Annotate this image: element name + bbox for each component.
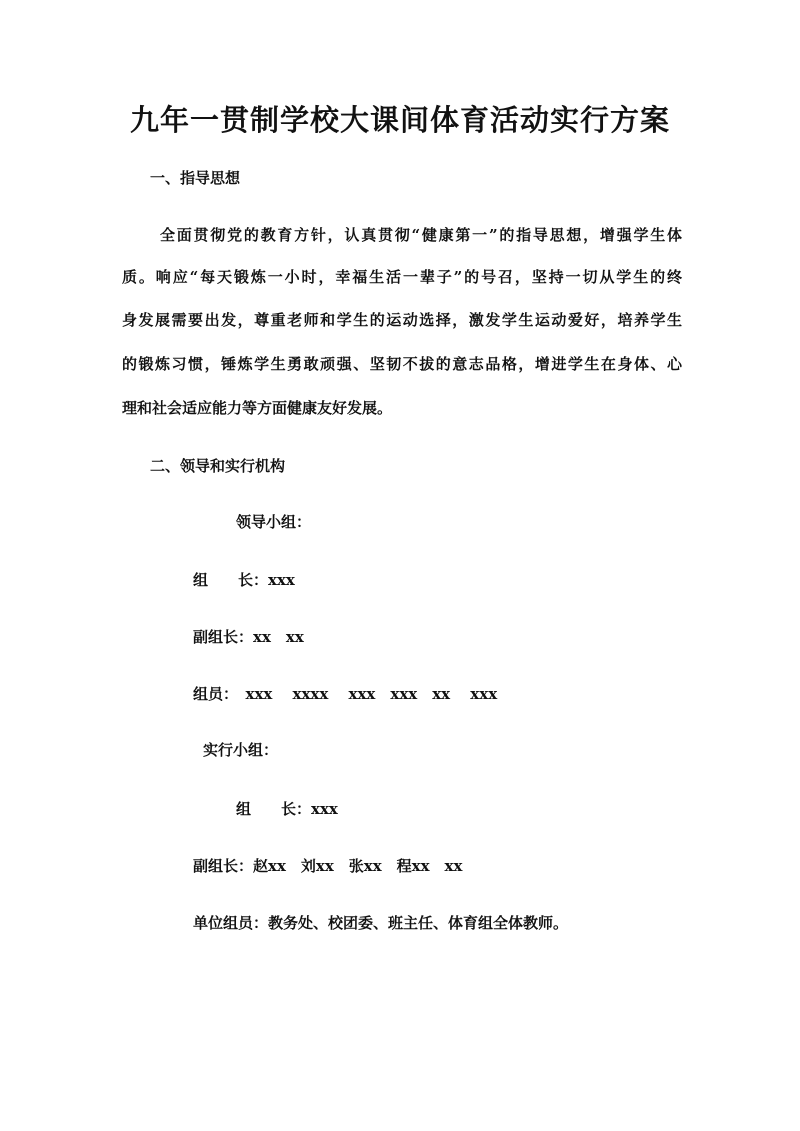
section-heading-guiding-ideology: 一、指导思想 — [150, 169, 241, 187]
paragraph-line-3: 身发展需要出发，尊重老师和学生的运动选择，激发学生运动爱好，培养学生 — [122, 311, 682, 329]
leading-group-leader: 组 长：xxx — [193, 571, 295, 589]
paragraph-line-4: 的锻炼习惯，锤炼学生勇敢顽强、坚韧不拔的意志品格，增进学生在身体、心 — [122, 355, 682, 373]
leading-group-label: 领导小组： — [236, 513, 312, 531]
implementation-unit-members: 单位组员：教务处、校团委、班主任、体育组全体教师。 — [193, 914, 569, 932]
paragraph-line-2: 质。响应“每天锻炼一小时，幸福生活一辈子”的号召，坚持一切从学生的终 — [122, 268, 682, 286]
section-heading-leadership: 二、领导和实行机构 — [150, 457, 286, 475]
implementation-group-leader: 组 长：xxx — [236, 800, 338, 818]
leading-group-members: 组员： xxx xxxx xxx xxx xx xxx — [193, 685, 498, 703]
implementation-group-label: 实行小组： — [203, 741, 279, 759]
leading-group-deputy: 副组长：xx xx — [193, 628, 304, 646]
paragraph-line-1: 全面贯彻党的教育方针，认真贯彻“健康第一”的指导思想，增强学生体 — [160, 226, 682, 244]
paragraph-line-5: 理和社会适应能力等方面健康友好发展。 — [122, 399, 393, 417]
implementation-group-deputy: 副组长：赵xx 刘xx 张xx 程xx xx — [193, 857, 463, 875]
document-title: 九年一贯制学校大课间体育活动实行方案 — [129, 103, 670, 137]
